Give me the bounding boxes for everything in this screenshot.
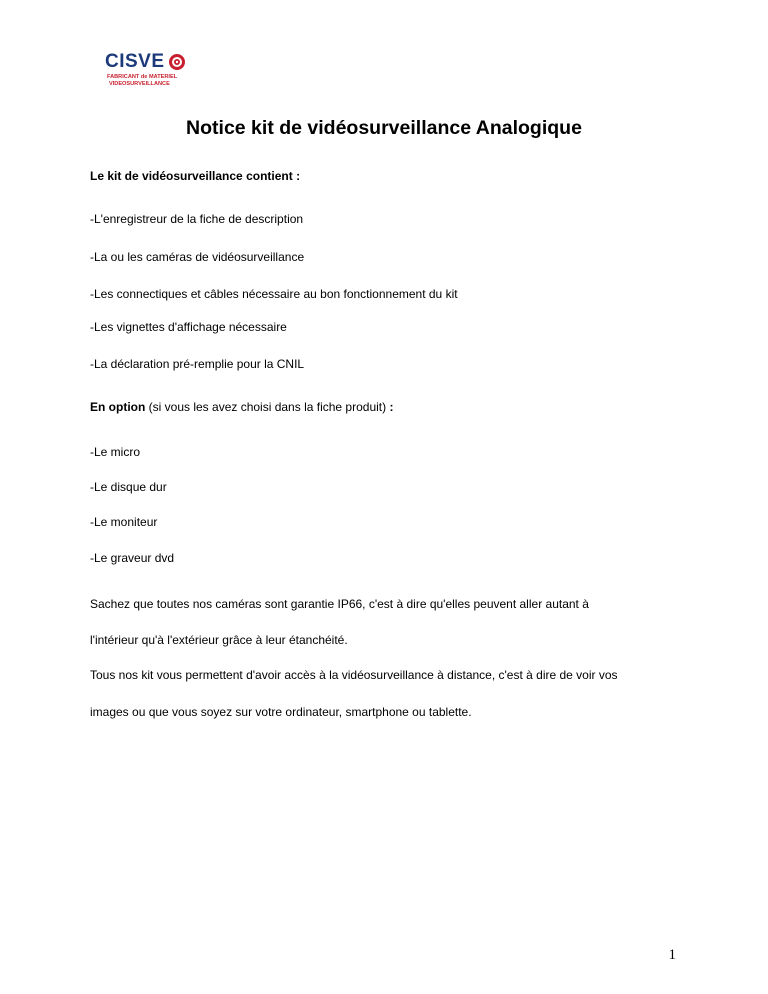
camera-lens-icon (168, 53, 186, 71)
option-item: -Le moniteur (90, 515, 158, 529)
kit-item: -La déclaration pré-remplie pour la CNIL (90, 357, 305, 371)
option-label: En option (90, 400, 146, 414)
remote-access-paragraph-line: Tous nos kit vous permettent d'avoir accès à la vidéosurveillance à distance, c'est à dire de voir vos (90, 668, 618, 682)
document-title: Notice kit de vidéosurveillance Analogique (186, 117, 582, 139)
brand-logo (105, 52, 195, 92)
kit-item: -Les vignettes d'affichage nécessaire (90, 320, 287, 334)
page-number: 1 (668, 947, 676, 963)
logo-tagline-line1: FABRICANT de MATERIEL (107, 74, 178, 80)
kit-contents-heading: Le kit de vidéosurveillance contient : (90, 169, 301, 183)
kit-item: -Les connectiques et câbles nécessaire au bon fonctionnement du kit (90, 287, 458, 301)
option-item: -Le micro (90, 445, 141, 459)
kit-item: -La ou les caméras de vidéosurveillance (90, 250, 305, 264)
option-item: -Le disque dur (90, 480, 167, 494)
option-note: (si vous les avez choisi dans la fiche produit) (145, 400, 390, 414)
ip66-paragraph-line: Sachez que toutes nos caméras sont garantie IP66, c'est à dire qu'elles peuvent aller autant à (90, 597, 589, 611)
logo-tagline-line2: VIDEOSURVEILLANCE (109, 81, 170, 87)
logo-wordmark: CISVE (105, 51, 165, 72)
remote-access-paragraph-line: images ou que vous soyez sur votre ordinateur, smartphone ou tablette. (90, 705, 472, 719)
option-item: -Le graveur dvd (90, 551, 175, 565)
ip66-paragraph-line: l'intérieur qu'à l'extérieur grâce à leur étanchéité. (90, 633, 348, 647)
kit-item: -L'enregistreur de la fiche de description (90, 212, 304, 226)
option-heading (90, 400, 393, 415)
option-colon: : (389, 400, 394, 414)
